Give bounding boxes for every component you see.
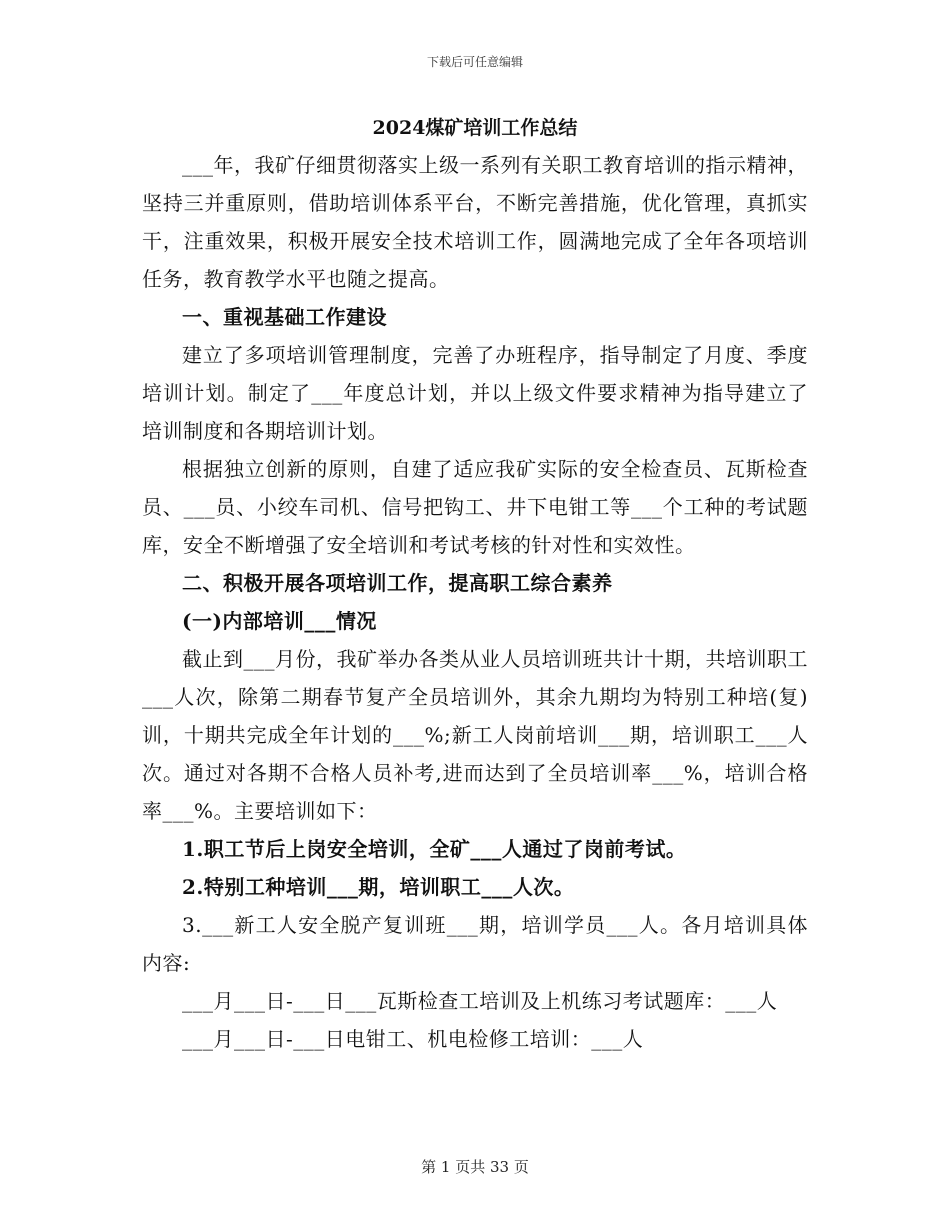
- document-body: [142, 110, 808, 1058]
- list-item-1: 1.职工节后上岗安全培训，全矿___人通过了岗前考试。: [182, 837, 687, 861]
- subsection-heading-internal-training: (一)内部培训___情况: [182, 609, 377, 633]
- paragraph-management-system: 建立了多项培训管理制度，完善了办班程序，指导制定了月度、季度培训计划。制定了___年度总计划，并以上级文件要求精神为指导建立了培训制度和各期培训计划。: [142, 343, 808, 443]
- paragraph-question-bank: 根据独立创新的原则，自建了适应我矿实际的安全检查员、瓦斯检查员、___员、小绞车司机、信号把钩工、井下电钳工等___个工种的考试题库，安全不断增强了安全培训和考试考核的针对性和实效性。: [142, 457, 808, 557]
- list-item-3: 3.___新工人安全脱产复训班___期，培训学员___人。各月培训具体内容:: [142, 913, 808, 975]
- list-item-2: 2.特别工种培训___期，培训职工___人次。: [182, 875, 575, 899]
- schedule-entry-gas-inspector: ___月___日-___日___瓦斯检查工培训及上机练习考试题库：___人: [182, 989, 778, 1013]
- section-heading-1: 一、重视基础工作建设: [182, 305, 387, 329]
- page-number: 第 1 页共 33 页: [421, 1158, 529, 1176]
- paragraph-intro: ___年，我矿仔细贯彻落实上级一系列有关职工教育培训的指示精神，坚持三并重原则，借助培训体系平台，不断完善措施，优化管理，真抓实干，注重效果，积极开展安全技术培训工作，圆满地完成了全年各项培训任务，教育教学水平也随之提高。: [142, 153, 808, 291]
- paragraph-training-stats: 截止到___月份，我矿举办各类从业人员培训班共计十期，共培训职工___人次，除第二期春节复产全员培训外，其余九期均为特别工种培(复)训，十期共完成全年计划的___%;新工人岗前培训___期，培训职工___人次。通过对各期不合格人员补考,进而达到了全员培训率___%，培训合格率___%。主要培训如下：: [142, 647, 808, 823]
- schedule-entry-electrician: ___月___日-___日电钳工、机电检修工培训：___人: [182, 1027, 644, 1051]
- page-header-note: 下载后可任意编辑: [426, 55, 523, 69]
- section-heading-2: 二、积极开展各项培训工作，提高职工综合素养: [182, 571, 613, 595]
- document-title: 2024煤矿培训工作总结: [372, 117, 578, 139]
